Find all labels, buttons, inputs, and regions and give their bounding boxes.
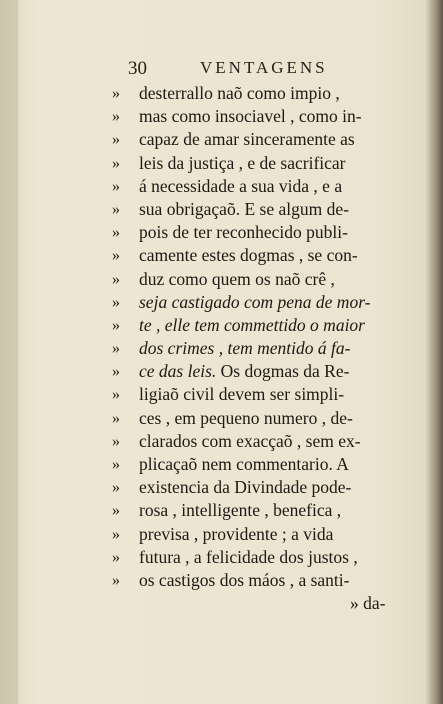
roman-text: desterrallo naõ como impio , — [139, 83, 340, 103]
quote-mark: » — [112, 432, 120, 450]
line-text — [139, 337, 350, 360]
line-text — [139, 291, 370, 314]
line-text — [139, 128, 355, 151]
text-line — [112, 175, 430, 198]
quote-mark: » — [112, 293, 120, 311]
quote-mark: » — [112, 131, 120, 149]
quote-mark: » — [112, 502, 120, 520]
line-text — [139, 221, 348, 244]
text-line — [112, 407, 430, 430]
quote-mark: » — [112, 154, 120, 172]
text-line — [112, 152, 430, 175]
page-header — [128, 58, 368, 82]
roman-text: clarados com exacçaõ , sem ex- — [139, 430, 361, 451]
roman-text: existencia da Divindade pode- — [139, 477, 352, 498]
quote-mark: » — [112, 247, 120, 265]
roman-text: á necessidade a sua vida , e a — [139, 175, 343, 196]
roman-text: os castigos dos máos , a santi- — [139, 569, 350, 590]
text-line — [112, 569, 430, 592]
text-line — [112, 314, 430, 337]
quote-mark: » — [112, 270, 120, 288]
quote-mark: » — [112, 479, 120, 497]
page-number: 30 — [128, 58, 147, 79]
line-text — [139, 198, 349, 221]
roman-text: duz como quem os naõ crê , — [139, 268, 335, 289]
line-text — [139, 569, 349, 592]
roman-text: leis da justiça , e de sacrificar — [139, 152, 346, 173]
italic-text: dos crimes , tem mentido á fa- — [139, 338, 351, 359]
quote-mark: » — [112, 108, 120, 126]
roman-text: capaz de amar sinceramente as — [139, 129, 355, 150]
text-line — [112, 291, 430, 314]
quote-mark: » — [112, 386, 120, 404]
line-text — [139, 546, 358, 569]
page-edge — [0, 0, 18, 704]
quote-mark: » — [112, 177, 120, 195]
catchword: » da- — [350, 593, 386, 613]
roman-text: futura , a felicidade dos justos , — [139, 546, 358, 567]
roman-text: ces , em pequeno numero , de- — [139, 407, 353, 428]
text-line — [112, 221, 430, 244]
roman-text: pois de ter reconhecido publi- — [139, 222, 348, 243]
line-text — [139, 407, 353, 430]
quote-mark: » — [112, 409, 120, 427]
running-head: VENTAGENS — [200, 58, 328, 77]
text-line — [112, 268, 430, 291]
line-text — [139, 152, 346, 175]
quote-mark: » — [112, 548, 120, 566]
text-line — [112, 360, 430, 383]
quote-mark: » — [112, 456, 120, 473]
text-line — [112, 453, 430, 476]
roman-text: rosa , intelligente , benefica , — [139, 500, 342, 521]
quote-mark: » — [112, 525, 120, 543]
roman-text: previsa , providente ; a vida — [139, 523, 334, 544]
quote-mark: » — [112, 200, 120, 218]
italic-text: te , elle tem commettido o maior — [139, 314, 365, 335]
text-block — [112, 82, 430, 592]
text-line — [112, 383, 430, 406]
text-line — [112, 546, 430, 569]
text-line — [112, 430, 430, 453]
line-text — [139, 523, 333, 546]
line-text — [139, 383, 344, 406]
line-text — [139, 244, 358, 267]
roman-text: sua obrigaçaõ. E se algum de- — [139, 198, 349, 219]
text-line — [112, 523, 430, 546]
line-text — [139, 105, 362, 128]
line-text — [139, 360, 349, 383]
italic-text: ce das leis. — [139, 361, 217, 382]
text-line — [112, 244, 430, 267]
quote-mark: » — [112, 85, 120, 102]
quote-mark: » — [112, 340, 120, 358]
line-text — [139, 476, 351, 499]
text-line — [112, 82, 430, 105]
roman-text: mas como insociavel , como in- — [139, 106, 362, 127]
text-line — [112, 337, 430, 360]
text-line — [112, 476, 430, 499]
roman-text: camente estes dogmas , se con- — [139, 245, 358, 266]
line-text — [139, 430, 361, 453]
roman-text: plicaçaõ nem commentario. A — [139, 454, 349, 474]
line-text — [139, 314, 365, 337]
text-line — [112, 499, 430, 522]
line-text — [139, 175, 342, 198]
line-text — [139, 453, 349, 476]
roman-text: Os dogmas da Re- — [216, 361, 350, 382]
text-line — [112, 128, 430, 151]
quote-mark: » — [112, 224, 120, 242]
quote-mark: » — [112, 316, 120, 334]
quote-mark: » — [112, 571, 120, 589]
text-line — [112, 105, 430, 128]
quote-mark: » — [112, 363, 120, 381]
italic-text: seja castigado com pena de mor- — [139, 291, 371, 312]
line-text — [139, 268, 335, 291]
roman-text: ligiaõ civil devem ser simpli- — [139, 384, 345, 405]
line-text — [139, 499, 341, 522]
text-line — [112, 198, 430, 221]
line-text — [139, 82, 340, 105]
